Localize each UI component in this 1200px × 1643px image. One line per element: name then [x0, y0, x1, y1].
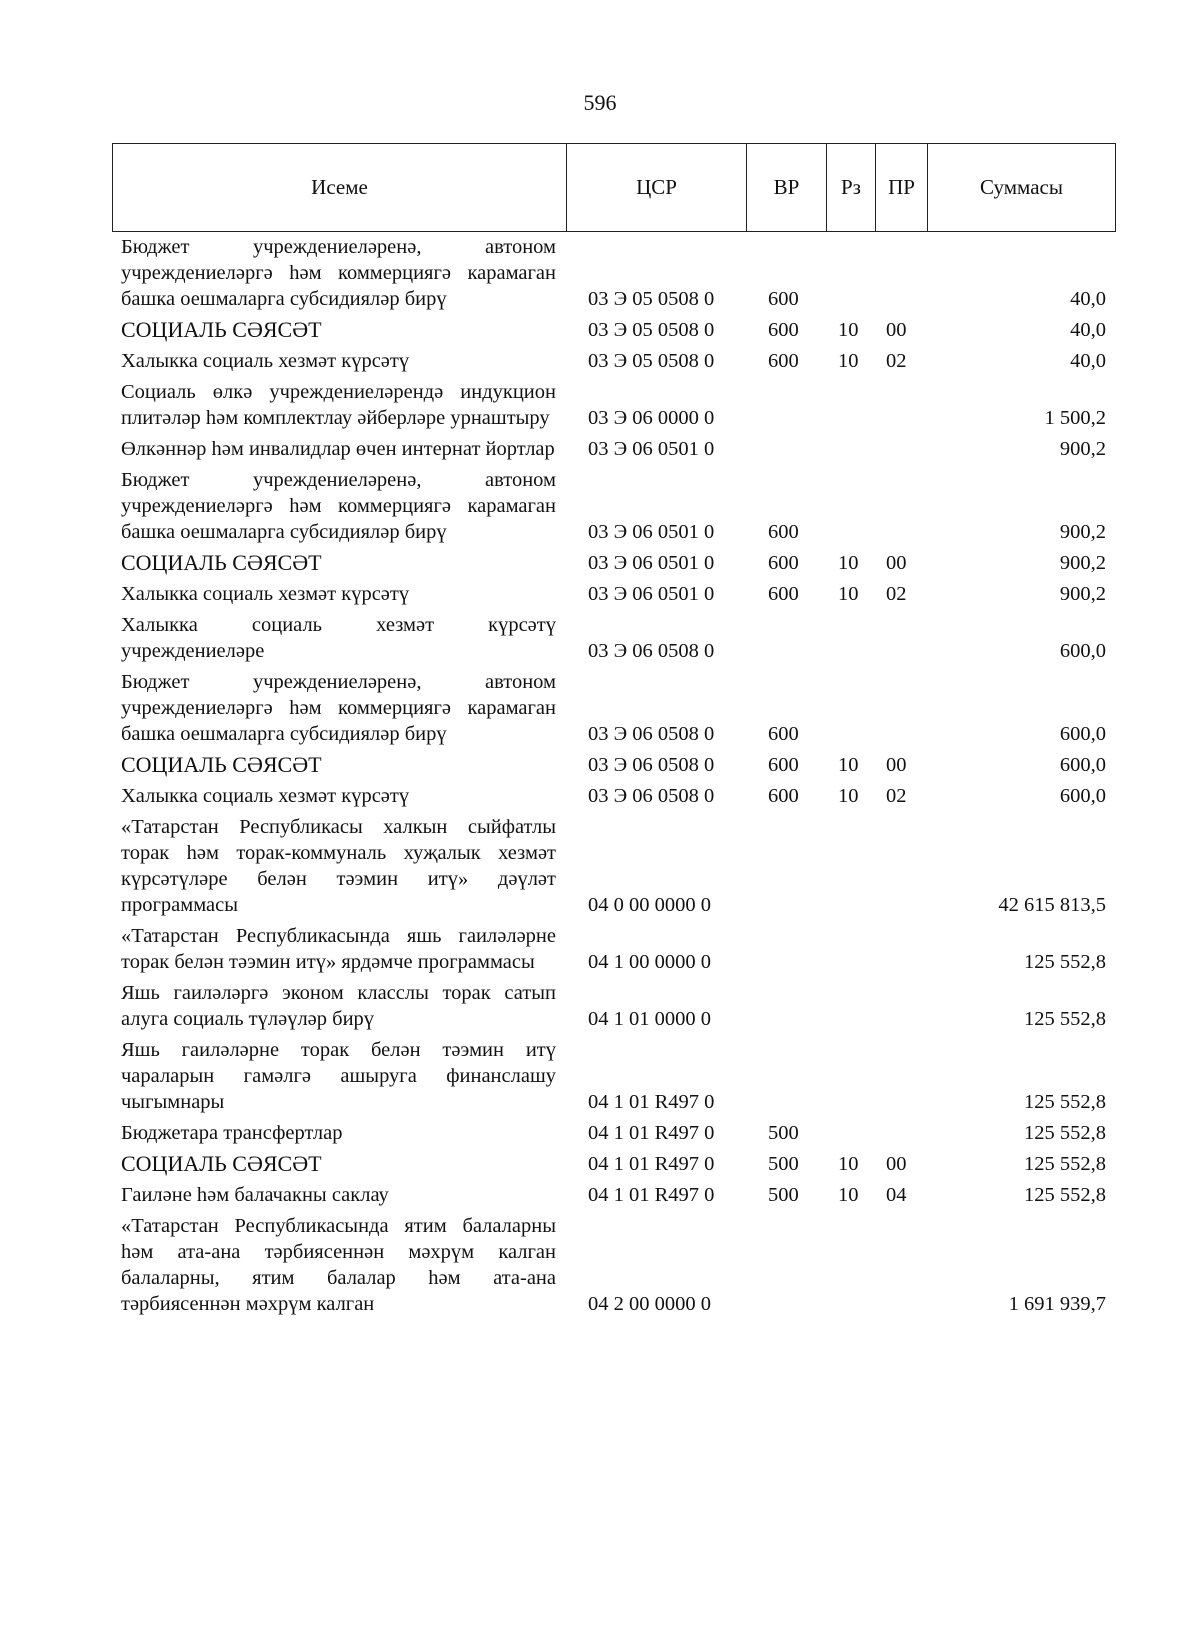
- row-sum: 125 552,8: [1024, 1091, 1106, 1113]
- row-name: СОЦИАЛЬ СӘЯСӘТ: [121, 1151, 322, 1176]
- row-csr: 03 Э 05 0508 0: [588, 350, 715, 372]
- row-name: Бюджет учреждениеләренә, автоном учреждениеләргә һәм коммерциягә карамаган башка оешмаларга субсидияләр бирү: [121, 671, 556, 745]
- row-csr: 03 Э 05 0508 0: [588, 319, 715, 341]
- row-pr: 02: [886, 583, 907, 605]
- header-rz: Рз: [827, 144, 876, 231]
- row-name: Социаль өлкә учреждениеләрендә индукцион плитәләр һәм комплектлау әйберләре урнаштыру: [121, 381, 556, 429]
- row-vr: 600: [768, 350, 799, 372]
- row-csr: 03 Э 06 0501 0: [588, 552, 715, 574]
- row-csr: 04 1 01 0000 0: [588, 1008, 711, 1030]
- row-pr: 04: [886, 1184, 907, 1206]
- row-csr: 03 Э 06 0501 0: [588, 583, 715, 605]
- row-vr: 600: [768, 583, 799, 605]
- table-row: [0, 783, 1200, 809]
- row-pr: 00: [886, 552, 907, 574]
- header-csr: ЦСР: [567, 144, 747, 231]
- table-row: [0, 436, 1200, 462]
- row-sum: 600,0: [1059, 754, 1106, 776]
- table-row: [0, 379, 1200, 431]
- table-row: [0, 581, 1200, 607]
- row-name: СОЦИАЛЬ СӘЯСӘТ: [121, 317, 322, 342]
- row-rz: 10: [838, 319, 859, 341]
- table-row: [0, 1182, 1200, 1208]
- row-csr: 04 1 01 R497 0: [588, 1184, 715, 1206]
- header-name: Исеме: [113, 144, 567, 231]
- row-vr: 500: [768, 1184, 799, 1206]
- row-name: Бюджет учреждениеләренә, автоном учреждениеләргә һәм коммерциягә карамаган башка оешмаларга субсидияләр бирү: [121, 236, 556, 310]
- table-row: [0, 550, 1200, 576]
- row-csr: 04 0 00 0000 0: [588, 894, 711, 916]
- row-csr: 04 1 01 R497 0: [588, 1091, 715, 1113]
- row-sum: 600,0: [1059, 640, 1106, 662]
- table-row: [0, 814, 1200, 918]
- row-name: СОЦИАЛЬ СӘЯСӘТ: [121, 550, 322, 575]
- table-row: [0, 467, 1200, 545]
- header-vr: ВР: [747, 144, 827, 231]
- row-pr: 02: [886, 785, 907, 807]
- row-pr: 00: [886, 319, 907, 341]
- row-vr: 600: [768, 521, 799, 543]
- row-name: Яшь гаиләләрне торак белән тәэмин итү чараларын гамәлгә ашыруга финанслашу чыгымнары: [121, 1039, 556, 1113]
- table-row: [0, 1120, 1200, 1146]
- row-name: Халыкка социаль хезмәт күрсәтү: [121, 350, 410, 372]
- row-csr: 03 Э 06 0508 0: [588, 723, 715, 745]
- row-sum: 900,2: [1059, 552, 1106, 574]
- table-row: [0, 234, 1200, 312]
- row-sum: 900,2: [1059, 438, 1106, 460]
- row-name: «Татарстан Республикасында ятим балаларны һәм ата-ана тәрбиясеннән мәхрүм калган балаларны, ятим балалар һәм ата-ана тәрбиясеннән мәхрүм калган: [121, 1215, 556, 1315]
- table-row: [0, 348, 1200, 374]
- row-rz: 10: [838, 785, 859, 807]
- row-rz: 10: [838, 1153, 859, 1175]
- row-name: Бюджет учреждениеләренә, автоном учреждениеләргә һәм коммерциягә карамаган башка оешмаларга субсидияләр бирү: [121, 469, 556, 543]
- row-csr: 04 1 01 R497 0: [588, 1153, 715, 1175]
- table-row: [0, 752, 1200, 778]
- table-row: [0, 1151, 1200, 1177]
- header-sum: Суммасы: [980, 175, 1063, 199]
- row-csr: 03 Э 05 0508 0: [588, 288, 715, 310]
- row-name: Халыкка социаль хезмәт күрсәтү: [121, 785, 410, 807]
- row-csr: 04 2 00 0000 0: [588, 1293, 711, 1315]
- table-row: [0, 980, 1200, 1032]
- row-name: «Татарстан Республикасы халкын сыйфатлы торак һәм торак-коммуналь хуҗалык хезмәт күрсәтүләре белән тәэмин итү» дәүләт программасы: [121, 816, 556, 916]
- table-row: [0, 923, 1200, 975]
- row-name: Халыкка социаль хезмәт күрсәтү: [121, 583, 410, 605]
- row-sum: 40,0: [1070, 350, 1106, 372]
- row-vr: 600: [768, 288, 799, 310]
- row-sum: 600,0: [1059, 785, 1106, 807]
- table-row: [0, 1213, 1200, 1317]
- row-sum: 125 552,8: [1024, 1153, 1106, 1175]
- row-name: СОЦИАЛЬ СӘЯСӘТ: [121, 752, 322, 777]
- row-csr: 03 Э 06 0000 0: [588, 407, 715, 429]
- row-csr: 04 1 01 R497 0: [588, 1122, 715, 1144]
- row-pr: 00: [886, 1153, 907, 1175]
- row-sum: 1 500,2: [1044, 407, 1106, 429]
- row-vr: 600: [768, 754, 799, 776]
- row-sum: 40,0: [1070, 288, 1106, 310]
- row-csr: 04 1 00 0000 0: [588, 951, 711, 973]
- table-row: [0, 669, 1200, 747]
- row-sum: 600,0: [1059, 723, 1106, 745]
- row-pr: 00: [886, 754, 907, 776]
- row-pr: 02: [886, 350, 907, 372]
- row-csr: 03 Э 06 0508 0: [588, 785, 715, 807]
- table-header: [112, 143, 1116, 232]
- row-rz: 10: [838, 1184, 859, 1206]
- table-row: [0, 317, 1200, 343]
- row-csr: 03 Э 06 0508 0: [588, 640, 715, 662]
- row-sum: 125 552,8: [1024, 1008, 1106, 1030]
- row-vr: 600: [768, 552, 799, 574]
- row-name: Халыкка социаль хезмәт күрсәтү учреждениеләре: [121, 614, 556, 662]
- row-sum: 125 552,8: [1024, 1184, 1106, 1206]
- row-csr: 03 Э 06 0508 0: [588, 754, 715, 776]
- row-rz: 10: [838, 754, 859, 776]
- row-sum: 125 552,8: [1024, 951, 1106, 973]
- header-pr: ПР: [876, 144, 928, 231]
- row-csr: 03 Э 06 0501 0: [588, 521, 715, 543]
- row-rz: 10: [838, 583, 859, 605]
- row-sum: 900,2: [1059, 583, 1106, 605]
- row-name: «Татарстан Республикасында яшь гаиләләрне торак белән тәэмин итү» ярдәмче программасы: [121, 925, 556, 973]
- row-vr: 600: [768, 319, 799, 341]
- row-sum: 900,2: [1059, 521, 1106, 543]
- row-sum: 42 615 813,5: [998, 894, 1106, 916]
- row-sum: 40,0: [1070, 319, 1106, 341]
- row-sum: 125 552,8: [1024, 1122, 1106, 1144]
- row-vr: 600: [768, 723, 799, 745]
- row-sum: 1 691 939,7: [1008, 1293, 1106, 1315]
- table-body: [0, 234, 1200, 1322]
- table-row: [0, 612, 1200, 664]
- row-name: Өлкәннәр һәм инвалидлар өчен интернат йортлар: [121, 438, 555, 460]
- row-rz: 10: [838, 552, 859, 574]
- row-rz: 10: [838, 350, 859, 372]
- row-vr: 500: [768, 1153, 799, 1175]
- row-name: Яшь гаиләләргә эконом класслы торак сатып алуга социаль түләүләр бирү: [121, 982, 556, 1030]
- row-vr: 500: [768, 1122, 799, 1144]
- page-number: 596: [583, 90, 617, 115]
- row-csr: 03 Э 06 0501 0: [588, 438, 715, 460]
- row-vr: 600: [768, 785, 799, 807]
- table-row: [0, 1037, 1200, 1115]
- row-name: Бюджетара трансфертлар: [121, 1122, 343, 1144]
- row-name: Гаиләне һәм балачакны саклау: [121, 1184, 389, 1206]
